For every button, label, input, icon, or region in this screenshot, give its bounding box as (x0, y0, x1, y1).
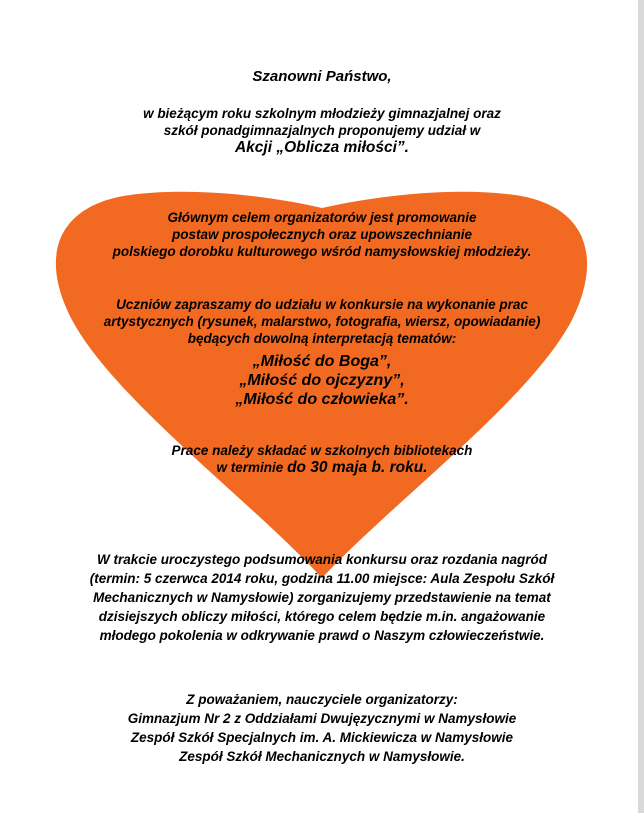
summary-paragraph (0, 550, 644, 645)
summary-line: (termin: 5 czerwca 2014 roku, godzina 11.00 miejsce: Aula Zespołu Szkół (89, 571, 555, 586)
closing-signature (0, 690, 644, 766)
summary-line: W trakcie uroczystego podsumowania konkursu oraz rozdania nagród (96, 552, 548, 567)
intro-paragraph (0, 105, 644, 156)
submit-deadline-line (0, 459, 644, 476)
goal-paragraph (0, 209, 644, 260)
intro-line: Akcji „Oblicza miłości”. (234, 139, 409, 156)
intro-line: w bieżącym roku szkolnym młodzieży gimnazjalnej oraz (143, 106, 501, 121)
invite-paragraph (0, 296, 644, 347)
goal-line: Głównym celem organizatorów jest promowanie (167, 210, 477, 225)
submit-paragraph (0, 442, 644, 476)
invite-line: artystycznych (rysunek, malarstwo, fotografia, wiersz, opowiadanie) (103, 314, 541, 329)
summary-line: Mechanicznych w Namysłowie) zorganizujemy przedstawienie na temat (93, 590, 551, 605)
theme-item: „Miłość do Boga”, (252, 353, 392, 370)
invite-line: Uczniów zapraszamy do udziału w konkursie na wykonanie prac (116, 297, 528, 312)
page-edge (638, 0, 644, 813)
goal-line: postaw prospołecznych oraz upowszechnianie (171, 227, 473, 242)
closing-line: Zespół Szkół Specjalnych im. A. Mickiewicza w Namysłowie (130, 730, 514, 745)
submit-prefix: w terminie (216, 460, 288, 475)
invite-line: będących dowolną interpretacją tematów: (187, 331, 457, 346)
closing-line: Z poważaniem, nauczyciele organizatorzy: (186, 692, 458, 707)
submit-line: Prace należy składać w szkolnych bibliotekach (171, 443, 473, 458)
goal-line: polskiego dorobku kulturowego wśród namysłowskiej młodzieży. (112, 244, 532, 259)
greeting-text: Szanowni Państwo, (252, 68, 392, 85)
theme-item: „Miłość do ojczyzny”, (239, 372, 405, 389)
closing-line: Gimnazjum Nr 2 z Oddziałami Dwujęzycznymi w Namysłowie (127, 711, 517, 726)
greeting (0, 68, 644, 85)
closing-line: Zespół Szkół Mechanicznych w Namysłowie. (179, 749, 465, 764)
themes-list (0, 352, 644, 409)
theme-item: „Miłość do człowieka”. (235, 391, 409, 408)
summary-line: dzisiejszych obliczy miłości, którego celem będzie m.in. angażowanie (98, 609, 546, 624)
summary-line: młodego pokolenia w odkrywanie prawd o Naszym człowieczeństwie. (99, 628, 545, 643)
submit-deadline: do 30 maja b. roku. (287, 459, 428, 476)
intro-line: szkół ponadgimnazjalnych proponujemy udział w (163, 123, 481, 138)
